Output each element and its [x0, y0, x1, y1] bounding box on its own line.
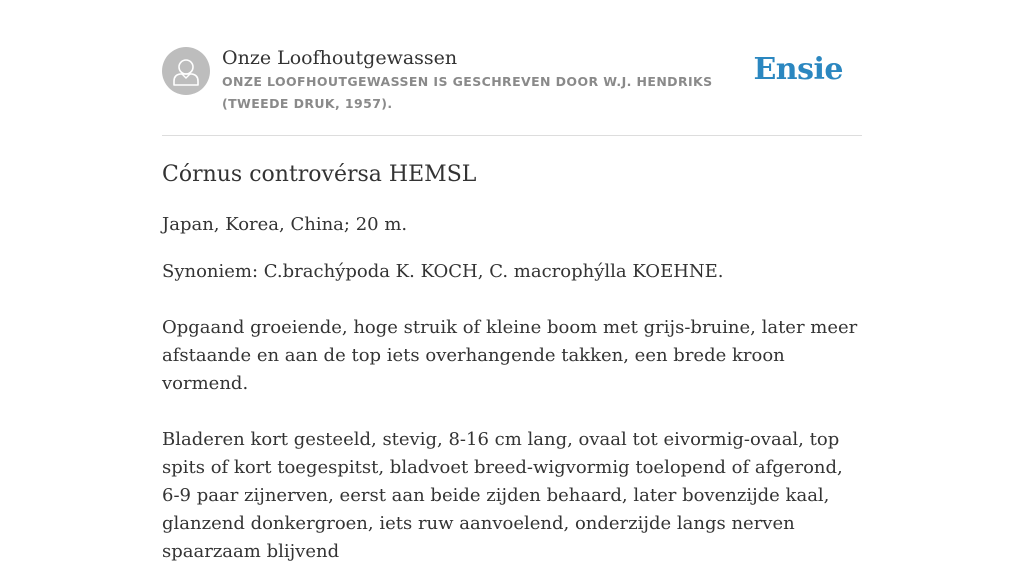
- entry-synonyms: Synoniem: C.brachýpoda K. KOCH, C. macrophýlla KOEHNE.: [162, 261, 724, 282]
- entry-content: [162, 158, 862, 566]
- entry-title: Córnus controvérsa HEMSL: [162, 162, 477, 187]
- brand-logo[interactable]: Ensie: [753, 52, 843, 87]
- entry-paragraph: Bladeren kort gesteeld, stevig, 8-16 cm lang, ovaal tot eivormig-ovaal, top spits of kort toegespitst, bladvoet breed-wigvormig toelopend of afgerond, 6-9 paar zijnerven, eerst aan beide zijden behaard, later bovenzijde kaal, glanzend donkergroen, iets ruw aanvoelend, onderzijde langs nerven spaarzaam blijvend: [162, 429, 843, 562]
- user-icon: [162, 47, 210, 95]
- source-title[interactable]: Onze Loofhoutgewassen: [222, 47, 458, 69]
- source-subtitle: ONZE LOOFHOUTGEWASSEN IS GESCHREVEN DOOR W.J. HENDRIKS (TWEEDE DRUK, 1957).: [222, 74, 713, 111]
- source-header: [162, 46, 862, 136]
- entry-paragraph: Opgaand groeiende, hoge struik of kleine boom met grijs-bruine, later meer afstaande en aan de top iets overhangende takken, een brede kroon vormend.: [162, 317, 858, 394]
- entry-origin: Japan, Korea, China; 20 m.: [162, 214, 408, 235]
